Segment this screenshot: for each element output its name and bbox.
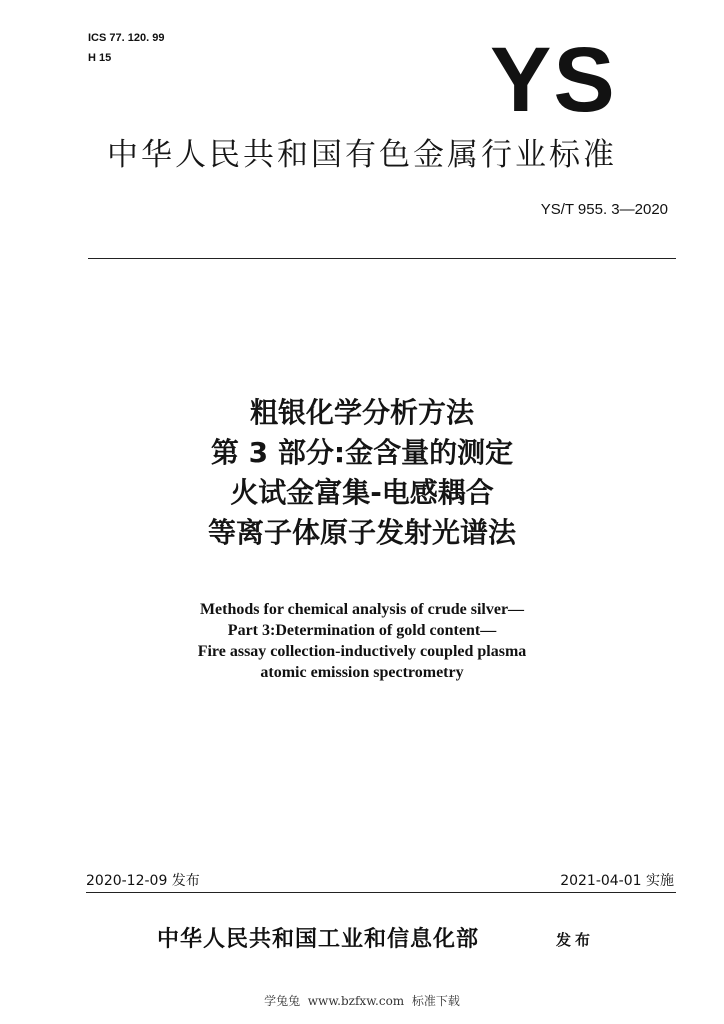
standard-number: YS/T 955. 3—2020: [540, 201, 668, 218]
chinese-title-line: 第 3 部分:金含量的测定: [210, 436, 514, 469]
chinese-title-line: 粗银化学分析方法: [249, 396, 474, 429]
english-title-line: atomic emission spectrometry: [260, 664, 464, 681]
chinese-title: [0, 393, 724, 553]
english-title-line: Part 3:Determination of gold content—: [227, 622, 497, 639]
implementation-date: 2021-04-01 实施: [560, 873, 674, 889]
ics-code: ICS 77. 120. 99: [88, 32, 165, 44]
english-title: [0, 599, 724, 683]
chinese-title-line: 火试金富集-电感耦合: [230, 476, 494, 509]
ys-logo: YS: [490, 29, 617, 131]
chinese-title-line: 等离子体原子发射光谱法: [207, 516, 516, 549]
english-title-line: Fire assay collection-inductively coupled plasma: [197, 643, 527, 660]
issue-date: 2020-12-09 发布: [86, 873, 200, 889]
english-title-line: Methods for chemical analysis of crude silver—: [199, 601, 525, 618]
footer-divider: [86, 892, 676, 893]
publisher-name: 中华人民共和国工业和信息化部: [157, 926, 480, 952]
download-watermark: 学兔兔 www.bzfxw.com 标准下载: [264, 994, 460, 1008]
ccs-code: H 15: [88, 52, 112, 64]
publish-label: 发布: [556, 931, 595, 949]
header-divider: [88, 258, 676, 259]
industry-standard-title: 中华人民共和国有色金属行业标准: [107, 137, 617, 173]
